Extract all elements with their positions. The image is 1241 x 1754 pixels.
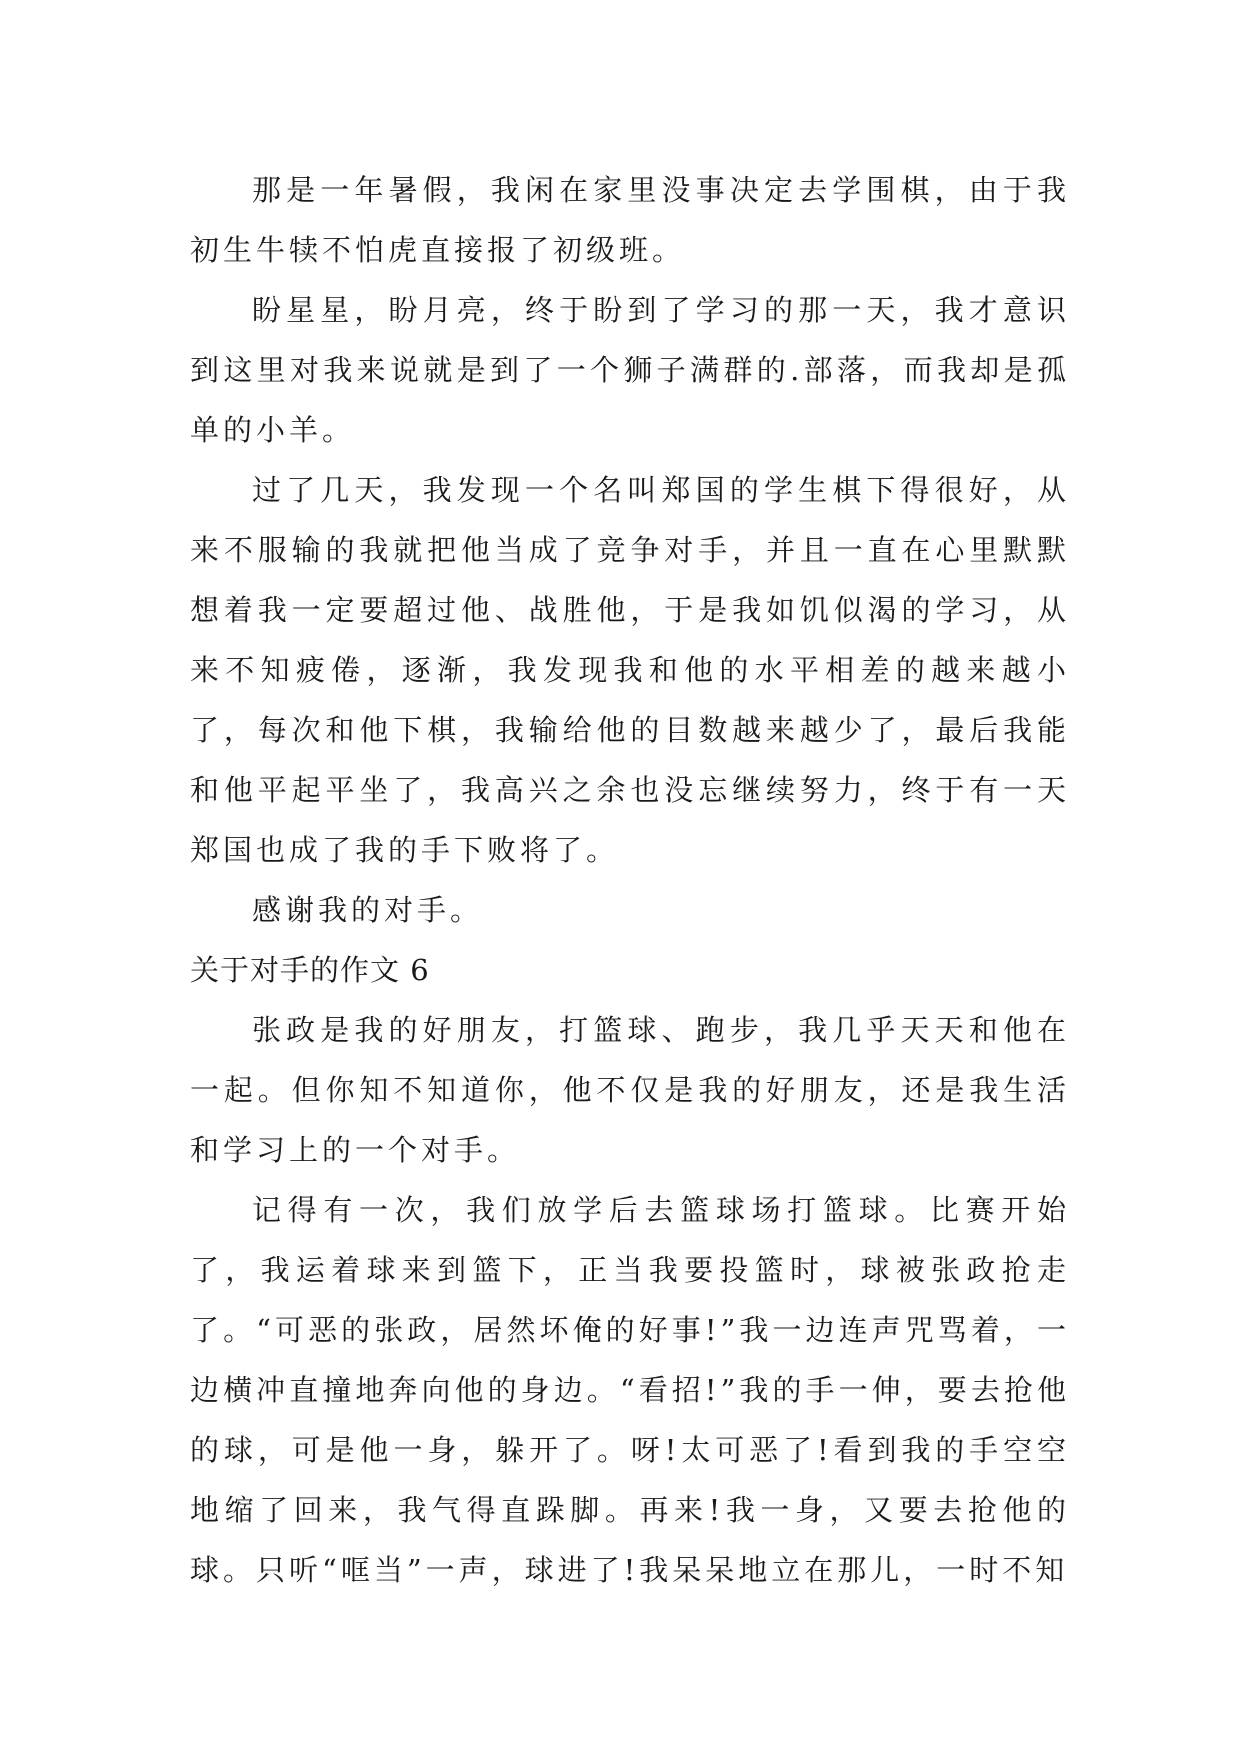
paragraph-3: 过了几天，我发现一个名叫郑国的学生棋下得很好，从来不服输的我就把他当成了竞争对手，并且一直在心里默默想着我一定要超过他、战胜他，于是我如饥似渴的学习，从来不知疲倦，逐渐，我发现我和他的水平相差的越来越小了，每次和他下棋，我输给他的目数越来越少了，最后我能和他平起平坐了，我高兴之余也没忘继续努力，终于有一天郑国也成了我的手下败将了。 xyxy=(190,473,1070,867)
paragraph-2: 盼星星，盼月亮，终于盼到了学习的那一天，我才意识到这里对我来说就是到了一个狮子满群的.部落，而我却是孤单的小羊。 xyxy=(190,293,1070,447)
paragraph-4: 感谢我的对手。 xyxy=(252,893,484,927)
paragraph-6: 记得有一次，我们放学后去篮球场打篮球。比赛开始了，我运着球来到篮下，正当我要投篮时，球被张政抢走了。“可恶的张政，居然坏俺的好事!”我一边连声咒骂着，一边横冲直撞地奔向他的身边。“看招!”我的手一伸，要去抢他的球，可是他一身，躲开了。呀!太可恶了!看到我的手空空地缩了回来，我气得直跺脚。再来!我一身，又要去抢他的球。只听“哐当”一声，球进了!我呆呆地立在那儿，一时不知 xyxy=(190,1193,1070,1587)
section-title: 关于对手的作文 6 xyxy=(190,953,430,987)
paragraph-1: 那是一年暑假，我闲在家里没事决定去学围棋，由于我初生牛犊不怕虎直接报了初级班。 xyxy=(190,173,1070,267)
document-body xyxy=(190,160,1070,1600)
paragraph-5: 张政是我的好朋友，打篮球、跑步，我几乎天天和他在一起。但你知不知道你，他不仅是我的好朋友，还是我生活和学习上的一个对手。 xyxy=(190,1013,1070,1167)
